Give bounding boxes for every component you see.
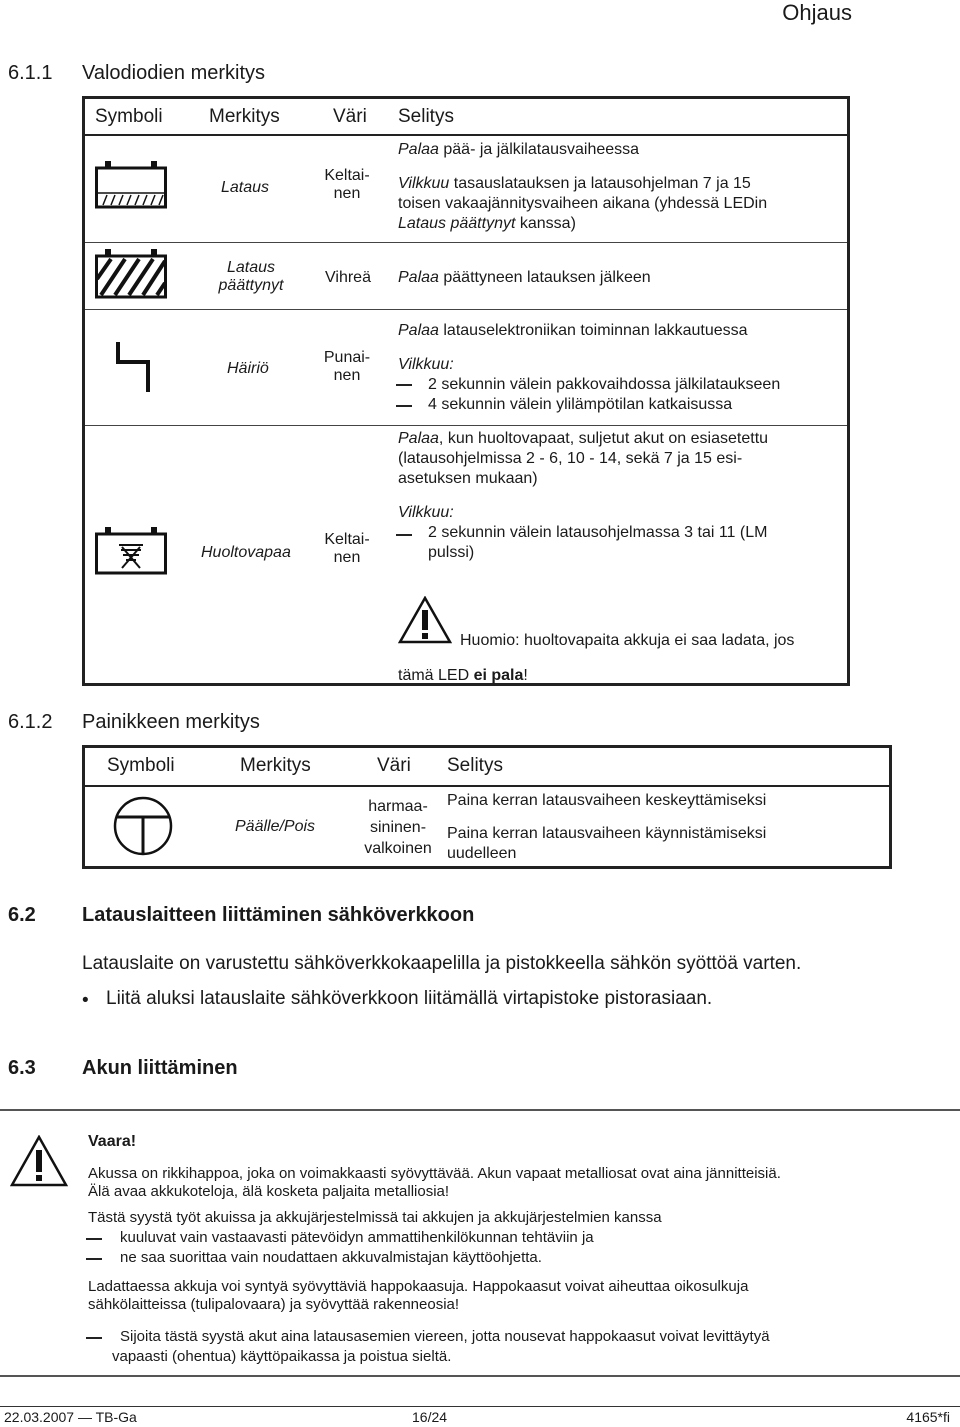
color-punainen: Punai- nen — [323, 349, 371, 384]
dash-bullet — [86, 1258, 102, 1260]
page-footer — [0, 1406, 960, 1427]
col-description: Selitys — [398, 106, 454, 127]
meaning-paalle-pois: Päälle/Pois — [235, 818, 316, 835]
warning-title: Vaara! — [88, 1133, 137, 1150]
bullet-dot: • — [82, 990, 89, 1011]
desc-huoltovapaa: Palaa, kun huoltovapaat, suljetut akut on esiasetettu (latausohjelmissa 2 - 6, 10 - 14, sekä 7 ja 15 esi- asetuksen mukaan) Vilkkuu: 2 sekunnin välein latausohjelmassa 3 tai 11 (LM pulssi) — [398, 430, 769, 561]
row-divider — [85, 425, 847, 426]
section-number: 6.1.1 — [8, 62, 53, 84]
warning-p4: Sijoita tästä syystä akut aina latausasemien viereen, jotta nousevat happokaasut voivat levittäytyä vapaasti (ohentua) käyttöpaikassa ja poistua sieltä. — [112, 1328, 770, 1365]
fault-icon — [115, 342, 155, 399]
col-meaning: Merkitys — [240, 755, 311, 776]
meaning-huoltovapaa: Huoltovapaa — [201, 544, 291, 561]
maintenance-battery-icon — [95, 527, 167, 580]
col-color: Väri — [377, 755, 411, 776]
col-meaning: Merkitys — [209, 106, 280, 127]
header-divider — [85, 785, 889, 787]
note-text: Huomio: huoltovapaita akkuja ei saa ladata, jos — [460, 632, 795, 649]
dash-bullet — [396, 405, 412, 407]
section-number: 6.2 — [8, 904, 36, 926]
warning-p3: Ladattaessa akkuja voi syntyä syövyttäviä happokaasuja. Happokaasut voivat aiheuttaa oikosulkuja sähkölaitteissa (tulipalovaara) ja syövyttää rakenneosia! — [88, 1278, 749, 1313]
section-title: Painikkeen merkitys — [82, 711, 260, 733]
col-color: Väri — [333, 106, 367, 127]
section-number: 6.1.2 — [8, 711, 53, 733]
bullet-text: Liitä aluksi latauslaite sähköverkkoon liitämällä virtapistoke pistorasiaan. — [106, 988, 713, 1009]
warning-p2: Tästä syystä työt akuissa ja akkujärjestelmissä tai akkujen ja akkujärjestelmien kanssa kuuluvat vain vastaavasti pätevöidyn ammattihenkilökunnan tehtäviin ja ne saa suorittaa vain noudattaen akkuvalmistajan käyttöohjetta. — [88, 1209, 662, 1266]
paragraph: Latauslaite on varustettu sähköverkkokaapelilla ja pistokkeella sähkön syöttöä varten. — [82, 953, 802, 974]
footer-date: 22.03.2007 — TB-Ga — [4, 1409, 137, 1425]
desc-lataus-paattynyt: Palaa päättyneen latauksen jälkeen — [398, 269, 651, 286]
row-divider — [85, 242, 847, 243]
desc-hairio: Palaa latauselektroniikan toiminnan lakkautuessa Vilkkuu: 2 sekunnin välein pakkovaihdossa jälkilataukseen 4 sekunnin välein ylilämpötilan katkaisussa — [398, 322, 781, 413]
button-table — [82, 745, 892, 869]
caution-icon — [398, 596, 452, 649]
dash-bullet — [86, 1238, 102, 1240]
section-title: Valodiodien merkitys — [82, 62, 266, 84]
note-text-2: tämä LED ei pala! — [398, 667, 528, 684]
page-header-title: Ohjaus — [782, 0, 852, 25]
meaning-hairio: Häiriö — [227, 360, 269, 377]
danger-warning-box — [0, 1109, 960, 1377]
power-button-icon[interactable] — [113, 793, 173, 864]
col-symbol: Symboli — [107, 755, 175, 776]
section-number: 6.3 — [8, 1057, 36, 1079]
desc-keskeyta: Paina kerran latausvaiheen keskeyttämiseksi — [447, 792, 767, 809]
meaning-lataus: Lataus — [221, 179, 270, 196]
color-keltainen-2: Keltai- nen — [324, 531, 370, 566]
color-vihrea: Vihreä — [325, 269, 371, 286]
footer-page: 16/24 — [412, 1409, 448, 1425]
section-title: Akun liittäminen — [82, 1057, 238, 1079]
dash-bullet — [396, 384, 412, 386]
row-divider — [85, 309, 847, 310]
header-divider — [85, 134, 847, 136]
color-harmaa: harmaa- sininen- valkoinen — [364, 798, 432, 857]
battery-icon — [95, 161, 167, 214]
meaning-lataus-paattynyt: Lataus päättynyt — [218, 259, 284, 294]
color-keltainen: Keltai- nen — [324, 167, 370, 202]
dash-bullet — [86, 1337, 102, 1339]
led-table — [82, 96, 850, 686]
dash-bullet — [396, 534, 412, 536]
warning-p1: Akussa on rikkihappoa, joka on voimakkaasti syövyttävää. Akun vapaat metalliosat ovat aina jännitteisiä. Älä avaa akkukoteloja, älä kosketa paljaita metalliosia! — [88, 1165, 781, 1200]
desc-lataus: Palaa pää- ja jälkilatausvaiheessa Vilkkuu tasauslatauksen ja latausohjelman 7 ja 15 toisen vakaajännitysvaiheen aikana (yhdessä LEDin Lataus päättynyt kanssa) — [398, 141, 768, 232]
col-symbol: Symboli — [95, 106, 163, 127]
danger-icon — [10, 1135, 68, 1192]
footer-docid: 4165*fi — [906, 1409, 950, 1425]
desc-kaynnista: Paina kerran latausvaiheen käynnistämiseksi uudelleen — [447, 825, 767, 862]
section-title: Latauslaitteen liittäminen sähköverkkoon — [82, 904, 475, 926]
battery-charged-icon — [95, 249, 167, 304]
col-description: Selitys — [447, 755, 503, 776]
